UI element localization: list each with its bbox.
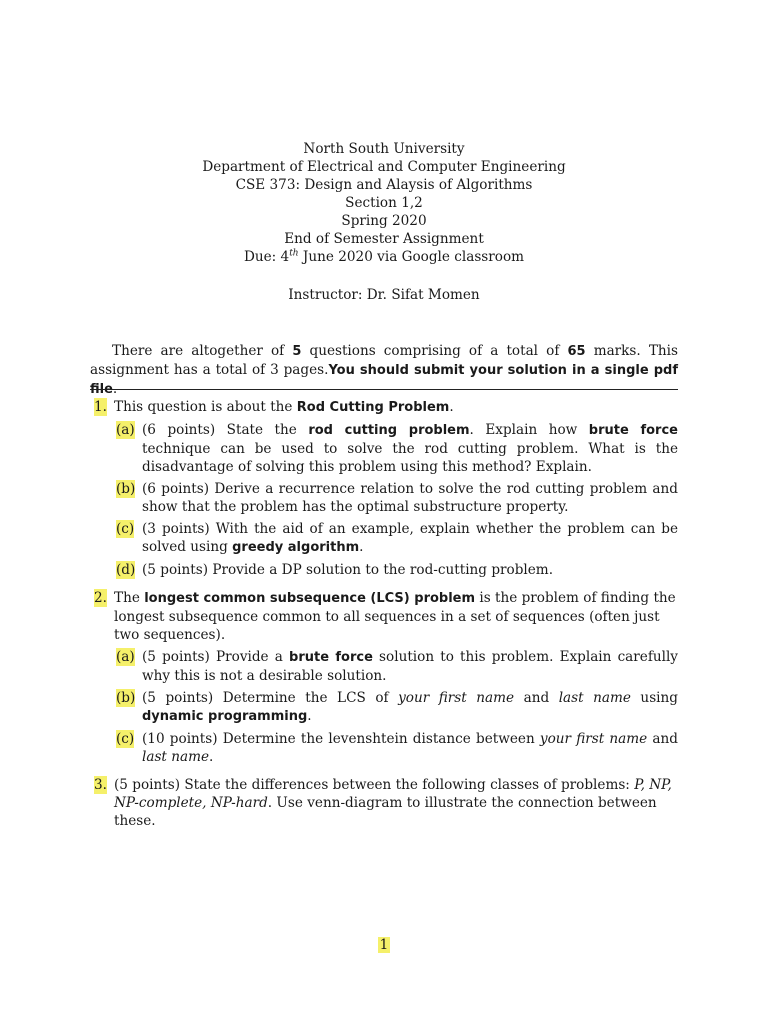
question-3 (90, 776, 678, 830)
subquestion-2c: (c) (10 points) Determine the levenshtein distance between your first name and last name. (116, 731, 678, 765)
subquestion-1c: (c) (3 points) With the aid of an example, explain whether the problem can be solved using greedy algorithm. (116, 521, 678, 555)
subquestion-label: (a) (116, 649, 135, 665)
department-name: Department of Electrical and Computer Engineering (202, 159, 566, 175)
subquestion-2a: (a) (5 points) Provide a brute force solution to this problem. Explain carefully why this is not a desirable solution. (116, 649, 678, 684)
assignment-title: End of Semester Assignment (284, 231, 484, 247)
subquestion-1a: (a) (6 points) State the rod cutting problem. Explain how brute force technique can be used to solve the rod cutting problem. What is the disadvantage of solving this problem using this method? Explain. (116, 422, 678, 475)
subquestion-label: (b) (116, 690, 136, 706)
course-title: CSE 373: Design and Alaysis of Algorithms (235, 177, 533, 193)
section-line: Section 1,2 (345, 195, 423, 211)
subquestion-label: (d) (116, 562, 136, 578)
subquestion-label: (c) (116, 731, 135, 747)
question-list (90, 398, 678, 840)
due-date: Due: 4th June 2020 via Google classroom (243, 248, 525, 265)
question-number: 1. (94, 399, 107, 415)
question-text: The longest common subsequence (LCS) problem is the problem of finding the longest subsequence common to all sequences in a set of sequences (often just two sequences). (114, 590, 676, 643)
document-header (0, 140, 768, 266)
subquestion-label: (a) (116, 422, 135, 438)
term-line: Spring 2020 (341, 213, 427, 229)
subquestion-label: (c) (116, 521, 135, 537)
subquestion-1b: (b) (6 points) Derive a recurrence relation to solve the rod cutting problem and show that the problem has the optimal substructure property. (116, 481, 678, 515)
question-number: 2. (94, 590, 107, 606)
subquestion-label: (b) (116, 481, 136, 497)
question-text: This question is about the Rod Cutting Problem. (114, 399, 454, 415)
subquestion-2b: (b) (5 points) Determine the LCS of your first name and last name using dynamic programming. (116, 690, 678, 724)
subquestion-1d: (d) (5 points) Provide a DP solution to the rod-cutting problem. (116, 562, 554, 578)
page-number: 1 (379, 937, 389, 953)
university-name: North South University (303, 141, 465, 157)
intro-paragraph: There are altogether of 5 questions comprising of a total of 65 marks. This assignment has a total of 3 pages.You should submit your solution in a single pdf file. (90, 343, 678, 397)
question-text: (5 points) State the differences between the following classes of problems: P, NP, NP-complete, NP-hard. Use venn-diagram to illustrate the connection between these. (114, 777, 672, 829)
question-2 (90, 589, 678, 766)
question-1 (90, 398, 678, 579)
instructor-line: Instructor: Dr. Sifat Momen (288, 287, 480, 303)
question-number: 3. (94, 777, 107, 793)
horizontal-rule (90, 389, 678, 390)
